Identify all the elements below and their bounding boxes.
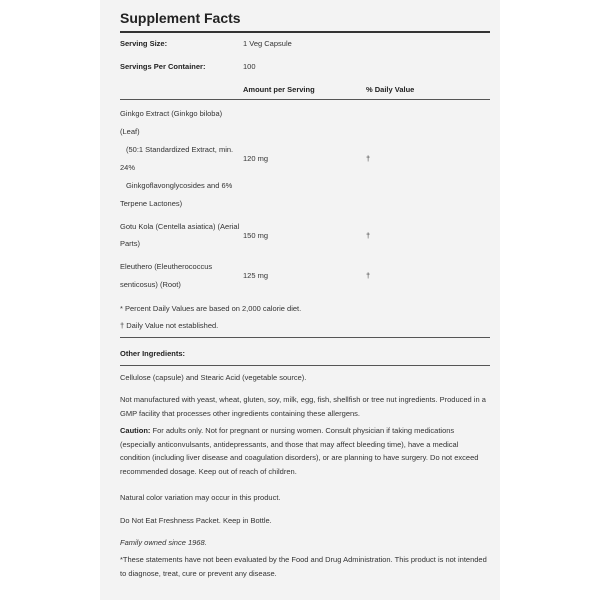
ingredient-name-line: Eleuthero (Eleutherococcus xyxy=(120,262,213,271)
family-owned-note xyxy=(120,536,490,550)
divider xyxy=(120,337,490,338)
ingredient-name-line: (50:1 Standardized Extract, min. xyxy=(126,145,234,154)
footnote-not-established: † Daily Value not established. xyxy=(120,321,219,330)
ingredient-amount: 150 mg xyxy=(243,231,269,240)
caution-label: Caution: xyxy=(120,426,151,435)
ingredient-name-line: Ginkgo Extract (Ginkgo biloba) xyxy=(120,109,223,118)
other-ingredients-text: Cellulose (capsule) and Stearic Acid (vegetable source). xyxy=(120,373,307,382)
allergen-statement: Not manufactured with yeast, wheat, gluten, soy, milk, egg, fish, shellfish or tree nut ingredients. Produced in a GMP facility that processes other ingredients containing these allergens. xyxy=(120,395,486,418)
color-variation-note: Natural color variation may occur in this product. xyxy=(120,493,281,502)
divider xyxy=(120,365,490,366)
divider xyxy=(120,99,490,100)
caution-text: For adults only. Not for pregnant or nursing women. Consult physician if taking medications (especially anticonvulsants, antidepressants, and those that may affect bleeding time), have a medical condition (including liver disease and coagulation disorders), or are planning to have surgery. Do not exceed recommended dosage. Keep out of reach of children. xyxy=(120,426,479,476)
daily-value-column-header: % Daily Value xyxy=(366,85,415,94)
serving-size-label: Serving Size: xyxy=(120,39,168,48)
family-owned-text: Family owned since 1968. xyxy=(120,538,207,547)
ingredient-name-line: Gotu Kola (Centella asiatica) (Aerial xyxy=(120,222,240,231)
ingredient-name-line: Ginkgoflavonglycosides and 6% xyxy=(126,181,233,190)
ingredient-daily-value: † xyxy=(366,271,371,280)
servings-per-container-value: 100 xyxy=(243,62,256,71)
ingredient-daily-value: † xyxy=(366,154,371,163)
amount-column-header: Amount per Serving xyxy=(243,85,315,94)
ingredient-name-line: Parts) xyxy=(120,239,141,248)
ingredient-daily-value: † xyxy=(366,231,371,240)
serving-size-value: 1 Veg Capsule xyxy=(243,39,292,48)
ingredient-name-line: (Leaf) xyxy=(120,127,140,136)
divider xyxy=(120,31,490,33)
fda-disclaimer: *These statements have not been evaluated by the Food and Drug Administration. This product is not intended to diagnose, treat, cure or prevent any disease. xyxy=(120,555,487,578)
ingredient-amount: 125 mg xyxy=(243,271,269,280)
servings-per-container-label: Servings Per Container: xyxy=(120,62,206,71)
page-title: Supplement Facts xyxy=(120,10,241,26)
ingredient-amount: 120 mg xyxy=(243,154,269,163)
ingredient-name-line: senticosus) (Root) xyxy=(120,280,181,289)
caution-statement xyxy=(120,424,490,478)
ingredient-name-line: Terpene Lactones) xyxy=(120,199,183,208)
ingredient-name-line: 24% xyxy=(120,163,136,172)
other-ingredients-heading: Other Ingredients: xyxy=(120,349,186,358)
freshness-packet-note: Do Not Eat Freshness Packet. Keep in Bottle. xyxy=(120,516,272,525)
footnote-daily-values: * Percent Daily Values are based on 2,000 calorie diet. xyxy=(120,304,302,313)
